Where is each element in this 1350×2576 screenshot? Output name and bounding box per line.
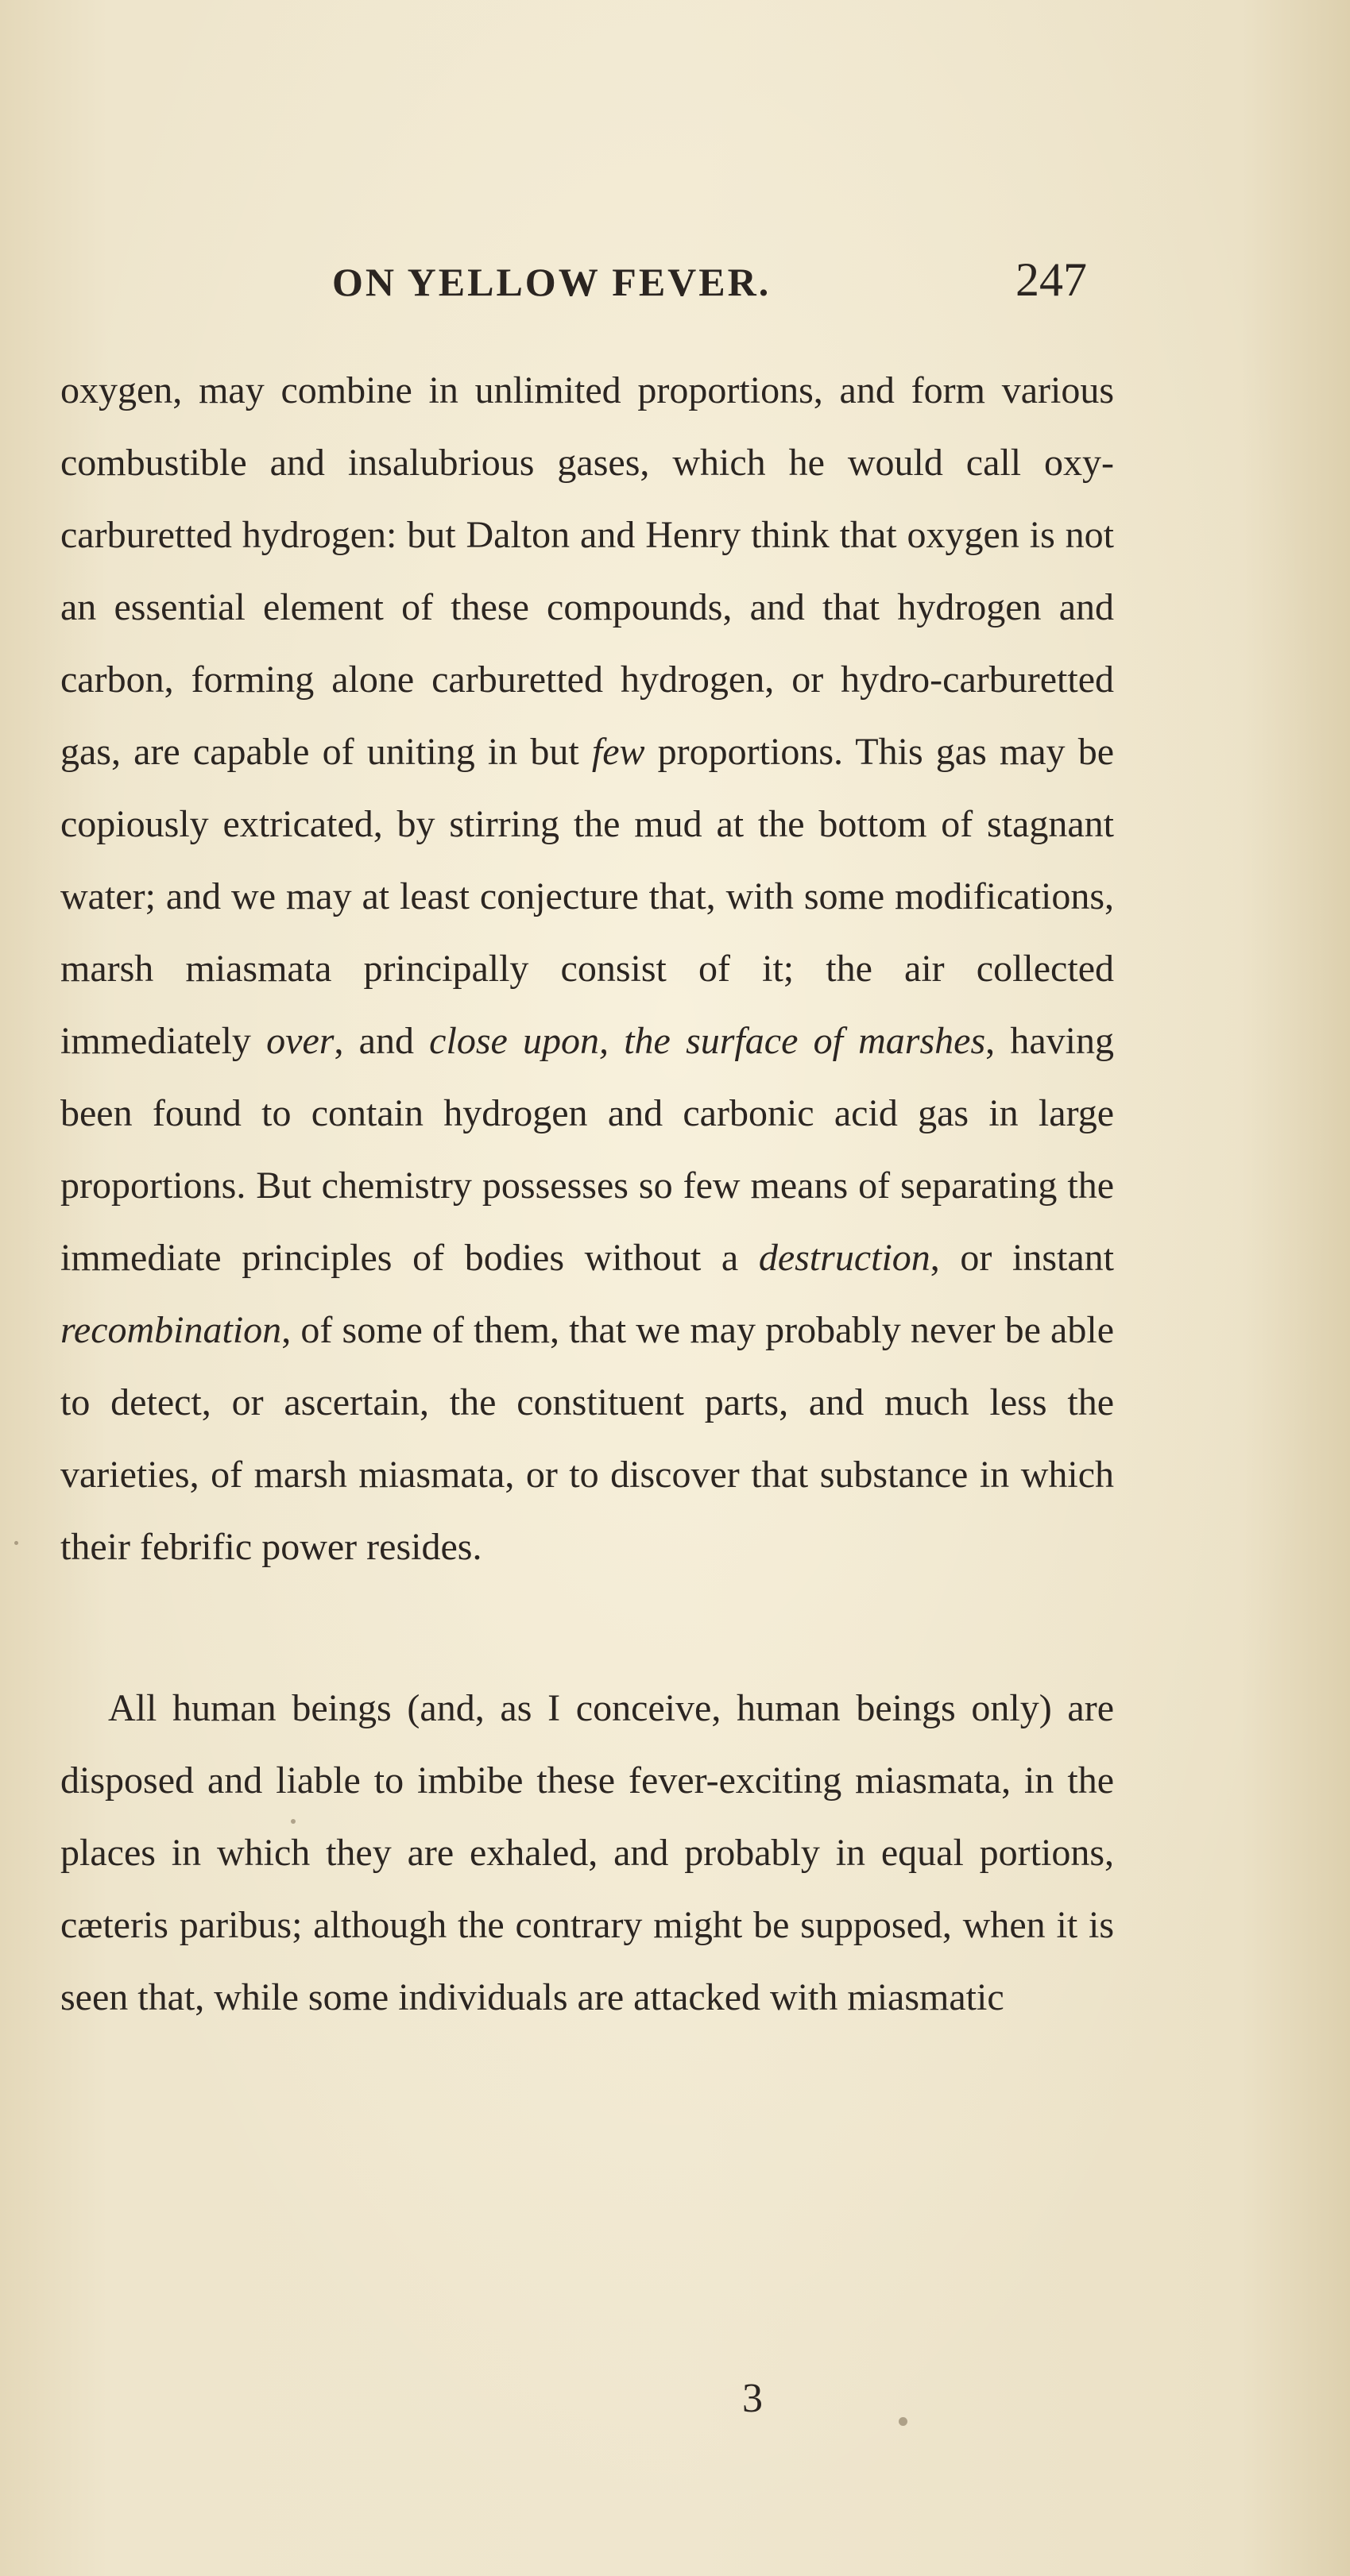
paragraph-text: , having been found to contain hydrogen and carbonic acid gas in large proportions. But chemistry possesses so few means of separating the immediate principles of bodies without a — [60, 1020, 1114, 1279]
italic-text: few — [591, 731, 645, 773]
italic-text: over — [266, 1020, 335, 1062]
signature-mark: 3 — [742, 2376, 763, 2421]
paragraph-text: oxygen, may combine in unlimited proportions, and form various combustible and insalubrious gases, which he would call oxy-carburetted hydrogen: but Dalton and Henry think that oxygen is not an essential element of these compounds, and that hydrogen and carbon, forming alone carburetted hydrogen, or hydro-carburetted gas, are capable of uniting in but — [60, 369, 1114, 773]
italic-text: recombination — [60, 1309, 282, 1351]
running-title: ON YELLOW FEVER. — [332, 260, 772, 304]
paper-speck — [14, 1541, 18, 1545]
italic-text: close upon, the surface of marshes — [429, 1020, 986, 1062]
paragraph — [60, 354, 1114, 1583]
paragraph — [60, 1672, 1114, 2033]
paragraph-text: proportions. This gas may be copiously extricated, by stirring the mud at the bottom of stagnant water; and we may at least conjecture that, with some modifications, marsh miasmata principally consist of it; the air collected immediately — [60, 731, 1115, 1062]
paragraph-text: All human beings (and, as I conceive, human beings only) are disposed and liable to imbibe these fever-exciting miasmata, in the places in which they are exhaled, and probably in equal portions, cæteris paribus; although the contrary might be supposed, when it is seen that, while some individuals are attacked with miasmatic — [60, 1687, 1114, 2018]
page-number: 247 — [1015, 253, 1087, 306]
running-head — [0, 253, 1350, 316]
paper-speck — [291, 1819, 296, 1824]
paper-speck — [899, 2417, 907, 2426]
body-text — [60, 354, 1114, 2033]
paragraph-text: , or instant — [930, 1237, 1114, 1279]
paragraph-text: , of some of them, that we may probably never be able to detect, or ascertain, the constituent parts, and much less the varieties, of marsh miasmata, or to discover that substance in which their febrific power resides. — [60, 1309, 1114, 1568]
italic-text: destruction — [758, 1237, 930, 1279]
paragraph-text: , and — [334, 1020, 430, 1062]
